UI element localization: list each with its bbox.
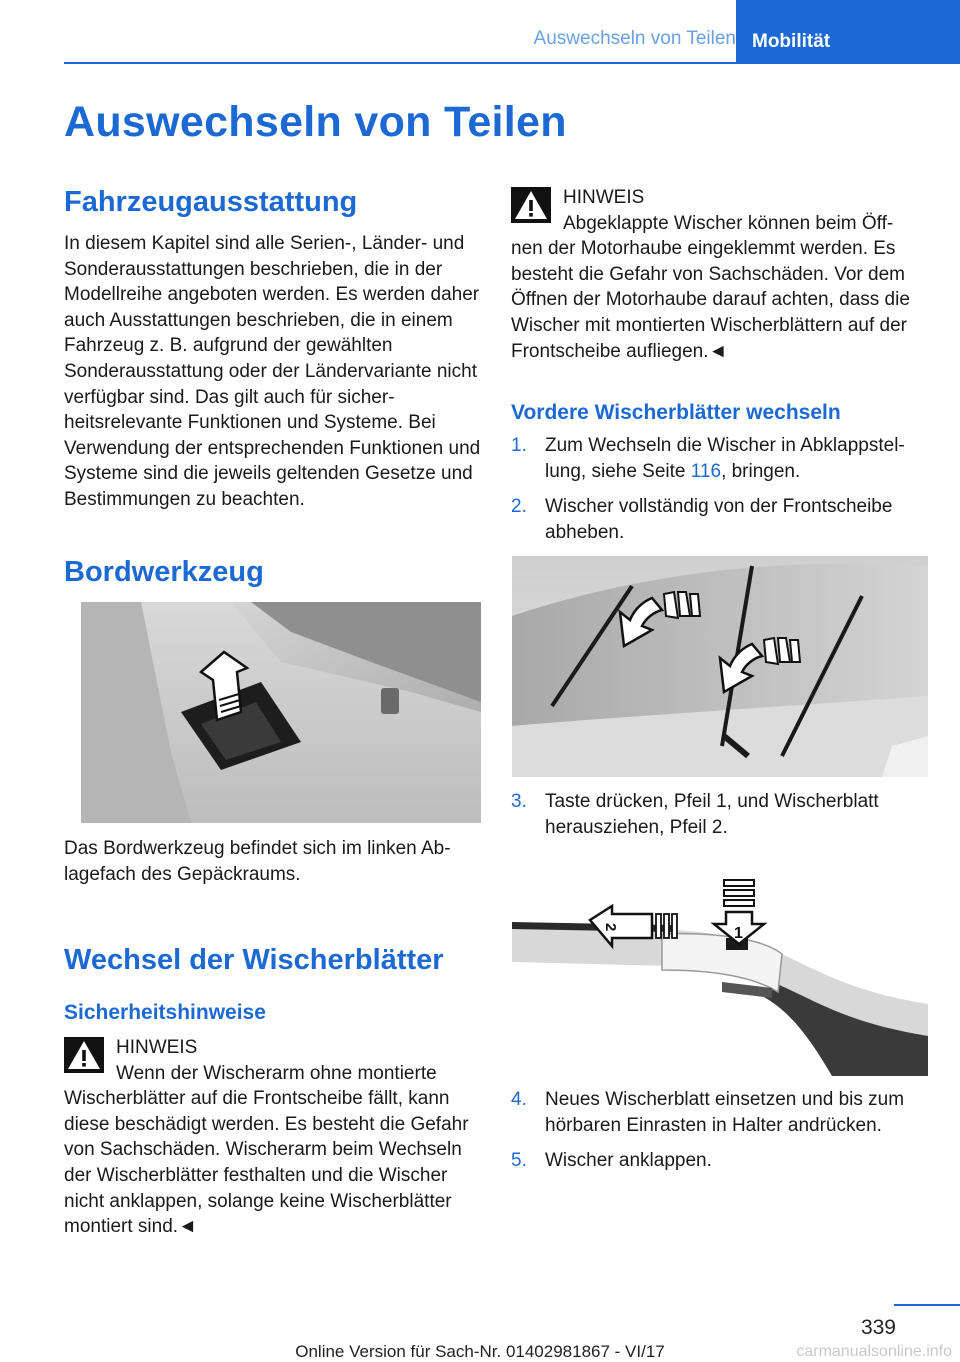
trunk-compartment-illustration xyxy=(81,602,481,823)
toolkit-figure xyxy=(81,602,481,823)
step-number: 1. xyxy=(511,435,527,456)
steps-list-1 xyxy=(511,433,929,555)
wiper-blade-figure xyxy=(512,872,928,1076)
step-text-after: , bringen. xyxy=(721,460,801,482)
page-title: Auswechseln von Teilen xyxy=(64,98,567,146)
warning-body xyxy=(511,211,929,365)
steps-list-3 xyxy=(511,1087,929,1184)
warning-title: HINWEIS xyxy=(563,187,645,208)
step-item xyxy=(511,433,929,484)
step-text: Wischer anklappen. xyxy=(545,1150,712,1172)
heading-vehicle-equipment: Fahrzeugausstattung xyxy=(64,186,358,218)
warning-title: HINWEIS xyxy=(116,1037,198,1058)
step-item xyxy=(511,1148,929,1174)
step-number: 5. xyxy=(511,1150,527,1172)
step-item xyxy=(511,494,929,545)
windscreen-wipers-illustration xyxy=(512,556,928,777)
header-chapter-tab: Mobilität xyxy=(736,0,960,62)
steps-list-2 xyxy=(511,789,929,850)
warning-rest: Wischerblätter auf die Frontscheibe fällt, kann diese beschädigt werden. Es besteht die Gefahr von Sachschäden. Wischerarm beim Wechseln der Wischerblätter festhalten und die Wischer nicht anklappen, solange keine Wischerblätter montiert sind.◄ xyxy=(64,1088,469,1238)
safety-warning-left xyxy=(64,1035,482,1240)
step-text: Taste drücken, Pfeil 1, und Wischerblatt herausziehen, Pfeil 2. xyxy=(545,791,879,838)
online-version-note: Online Version für Sach-Nr. 01402981867 - VI/17 xyxy=(295,1342,665,1361)
watermark: carmanualsonline.info xyxy=(796,1343,952,1360)
step-text: Zum Wechseln die Wischer in Abklappstellung, siehe Seite xyxy=(545,435,905,482)
header-section-title: Auswechseln von Teilen xyxy=(533,28,736,49)
warning-body xyxy=(64,1061,482,1240)
arrow-1-label: 1 xyxy=(734,925,743,942)
step-number: 4. xyxy=(511,1089,527,1110)
warning-triangle-icon xyxy=(511,187,551,223)
page-number-rule xyxy=(894,1304,960,1306)
step-number: 2. xyxy=(511,496,527,518)
toolkit-caption: Das Bordwerkzeug befindet sich im linken Ablagefach des Gepäckraums. xyxy=(64,838,451,885)
heading-front-wipers: Vordere Wischerblätter wechseln xyxy=(511,401,841,424)
warning-rest: nen der Motorhaube eingeklemmt werden. Es besteht die Gefahr von Sachschäden. Vor dem Öffnen der Motorhaube darauf achten, dass die Wischer mit montierten Wischerblättern auf der Frontscheibe aufliegen.◄ xyxy=(511,238,910,362)
page-number: 339 xyxy=(860,1316,896,1339)
step-item xyxy=(511,789,929,840)
step-text: Wischer vollständig von der Frontscheibe abheben. xyxy=(545,496,893,543)
step-item xyxy=(511,1087,929,1138)
vehicle-equipment-text: In diesem Kapitel sind alle Serien-, Länder- und Sonderausstattungen beschrieben, die in der Modellreihe angeboten werden. Es werden daher auch Ausstattungen beschrieben, die in einem Fahrzeug z. B. aufgrund der gewählten Sonderausstattung oder der Ländervariante nicht verfügbar sind. Das gilt auch für sicherheitsrelevante Funktionen und Systeme. Bei Verwendung der entsprechenden Funktionen und Systeme sind die jeweils geltenden Gesetze und Bestimmungen zu beachten. xyxy=(64,233,481,510)
wiper-blade-illustration xyxy=(512,872,928,1076)
page-reference-link[interactable]: 116 xyxy=(690,460,722,482)
step-number: 3. xyxy=(511,791,527,812)
warning-lead: Abgeklappte Wischer können beim Öff- xyxy=(563,212,894,234)
safety-warning-right xyxy=(511,185,929,364)
page-header xyxy=(64,0,960,64)
step-text: Neues Wischerblatt einsetzen und bis zum hörbaren Einrasten in Halter andrücken. xyxy=(545,1089,905,1136)
heading-safety-notes: Sicherheitshinweise xyxy=(64,1001,266,1024)
heading-wiper-change: Wechsel der Wischerblätter xyxy=(64,944,444,976)
warning-triangle-icon xyxy=(64,1037,104,1073)
arrow-2-label: 2 xyxy=(602,923,619,932)
heading-toolkit: Bordwerkzeug xyxy=(64,556,264,588)
wiper-fold-figure xyxy=(512,556,928,777)
warning-lead: Wenn der Wischerarm ohne montierte xyxy=(116,1062,437,1084)
